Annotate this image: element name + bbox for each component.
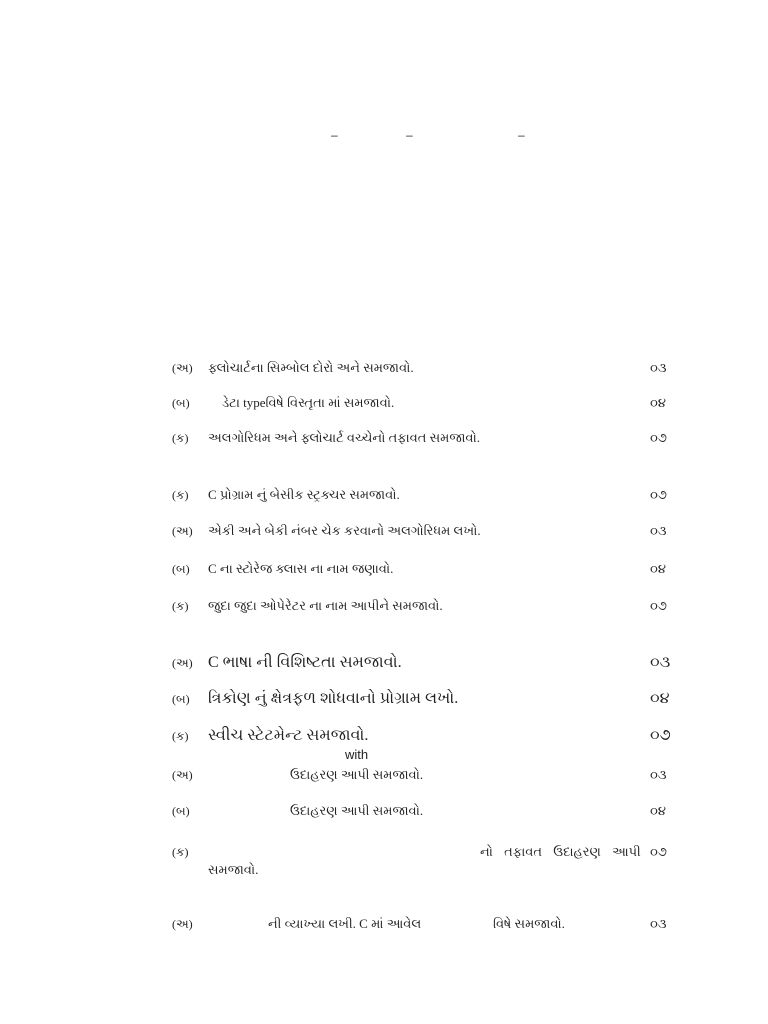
question-text: C ના સ્ટોરેજ ક્લાસ ના નામ જણાવો. xyxy=(208,561,394,576)
question-label: (બ) xyxy=(172,562,190,576)
header-dash: – xyxy=(518,128,525,142)
question-marks: ૦૩ xyxy=(650,654,671,671)
question-marks: ૦૩ xyxy=(650,360,667,375)
question-text: સ્વીચ સ્ટેટમેન્ટ સમજાવો. xyxy=(208,727,369,744)
question-label: (ક) xyxy=(172,845,189,859)
question-marks: ૦૩ xyxy=(650,523,667,538)
question-label: (અ) xyxy=(172,361,193,375)
question-row xyxy=(0,766,768,784)
question-label: (અ) xyxy=(172,917,193,931)
question-marks: ૦૭ xyxy=(650,727,671,744)
header-dash: – xyxy=(331,128,338,142)
question-text: ની વ્યાખ્યા લખી. C માં આવેલ xyxy=(268,916,422,931)
question-text: નો તફાવત ઉદાહરણ આપી xyxy=(480,844,641,859)
question-row xyxy=(0,843,768,877)
question-text: ફ્લોચાર્ટના સિમ્બોલ દોરો અને સમજાવો. xyxy=(208,360,414,375)
question-label: (બ) xyxy=(172,396,190,410)
question-label: (અ) xyxy=(172,656,193,670)
question-label: (અ) xyxy=(172,768,193,782)
question-text: C પ્રોગ્રામ નું બેસીક સ્ટ્રક્ચર સમજાવો. xyxy=(208,487,400,502)
question-label: (ક) xyxy=(172,488,189,502)
question-row xyxy=(0,688,768,710)
question-text: ઉદાહરણ આપી સમજાવો. xyxy=(290,803,424,818)
question-label: (અ) xyxy=(172,524,193,538)
question-text: ઉદાહરણ આપી સમજાવો. xyxy=(290,767,424,782)
question-marks: ૦૩ xyxy=(650,767,667,782)
question-text: અલગોરિધમ અને ફ્લોચાર્ટ વચ્ચેનો તફાવત સમજાવો. xyxy=(208,430,481,445)
question-row xyxy=(0,725,768,747)
question-marks: ૦૭ xyxy=(650,844,667,859)
question-label: (ક) xyxy=(172,599,189,613)
question-row xyxy=(0,522,768,540)
question-label: (બ) xyxy=(172,692,190,706)
question-row xyxy=(0,915,768,933)
question-row xyxy=(0,486,768,504)
question-row xyxy=(0,802,768,820)
question-marks: ૦૭ xyxy=(650,598,667,613)
question-marks: ૦૪ xyxy=(650,803,666,818)
question-marks: ૦૪ xyxy=(650,561,666,576)
question-text-after: વિષે સમજાવો. xyxy=(493,916,565,931)
question-row xyxy=(0,597,768,615)
question-marks: ૦૭ xyxy=(650,487,667,502)
question-label: (ક) xyxy=(172,729,189,743)
question-marks: ૦૪ xyxy=(650,690,670,707)
question-text-continued: સમજાવો. xyxy=(208,862,259,877)
question-row xyxy=(0,652,768,674)
question-row xyxy=(0,429,768,447)
question-marks: ૦૩ xyxy=(650,916,667,931)
question-text: જુદા જુદા ઓપેરેટર ના નામ આપીને સમજાવો. xyxy=(208,598,443,613)
question-text: C ભાષા ની વિશિષ્ટતા સમજાવો. xyxy=(208,654,402,671)
question-row xyxy=(0,359,768,377)
question-text: ત્રિકોણ નું ક્ષેત્રફળ શોધવાનો પ્રોગ્રામ લખો. xyxy=(208,690,459,707)
question-marks: ૦૭ xyxy=(650,430,667,445)
question-label: (ક) xyxy=(172,431,189,445)
question-row xyxy=(0,394,768,412)
with-note: with xyxy=(345,747,369,762)
question-label: (બ) xyxy=(172,804,190,818)
question-text: ડેટા typeવિષે વિસ્તૃતા માં સમજાવો. xyxy=(222,395,395,410)
question-marks: ૦૪ xyxy=(650,395,666,410)
question-text: એકી અને બેકી નંબર ચેક કરવાનો અલગોરિધમ લખો. xyxy=(208,523,481,538)
question-row xyxy=(0,560,768,578)
header-dash: – xyxy=(406,128,413,142)
